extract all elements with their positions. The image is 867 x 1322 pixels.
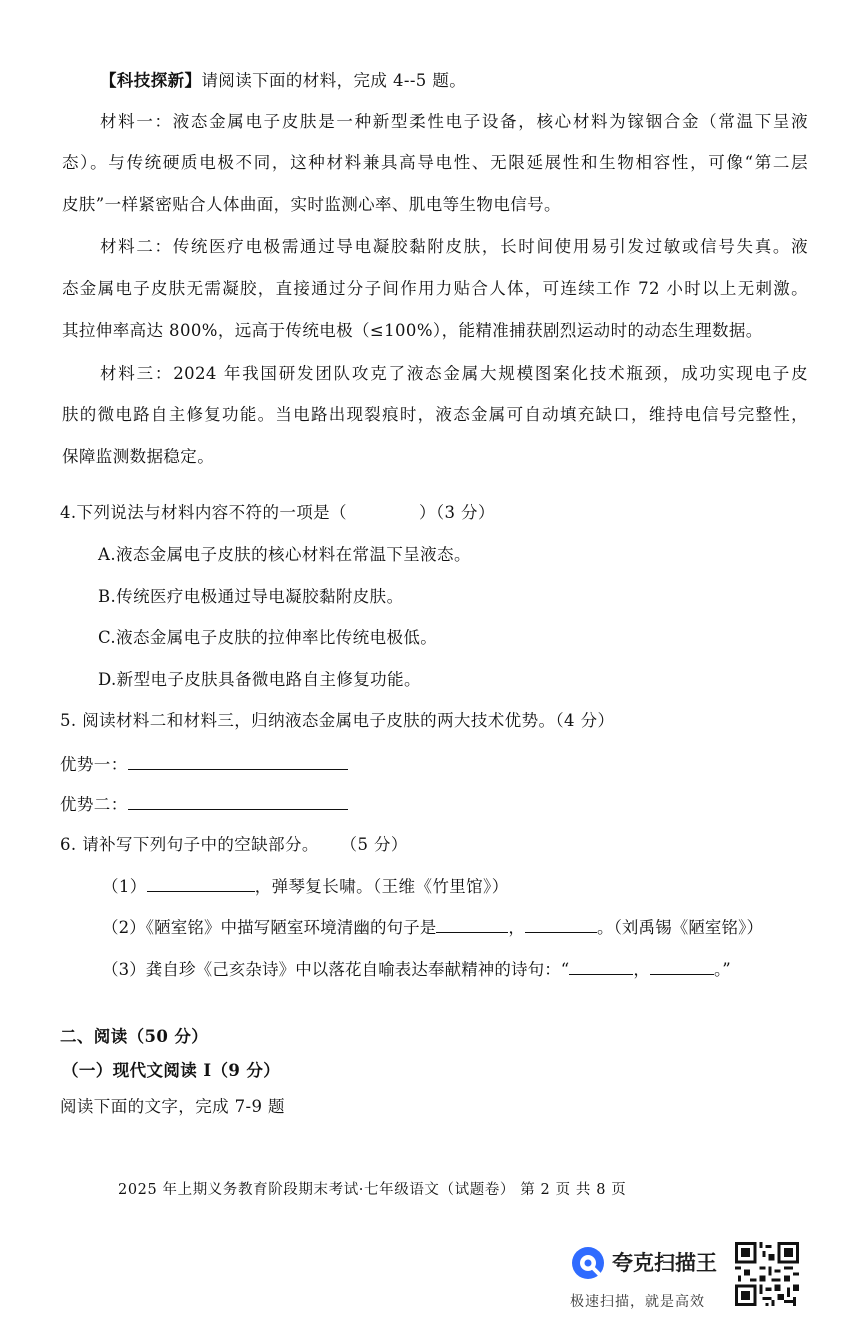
q5-advantage-2-blank[interactable] [128,793,348,810]
q4-option-b: B.传统医疗电极通过导电凝胶黏附皮肤。 [98,587,404,606]
brand-name: 夸克扫描王 [612,1251,717,1275]
q5-advantage-2-label: 优势二： [60,795,128,814]
q6-item-3-suffix: 。” [713,960,731,979]
section-2-title: 二、阅读（50 分） [60,1027,209,1046]
brand-slogan: 极速扫描，就是高效 [570,1294,705,1310]
material-intro-text: 请阅读下面的材料，完成 4--5 题。 [201,71,467,90]
material-3-line-3: 保障监测数据稳定。 [62,447,215,466]
q6-item-2-blank-1[interactable] [436,916,508,933]
q4-option-c: C.液态金属电子皮肤的拉伸率比传统电极低。 [98,628,438,647]
q6-item-3-mid: ， [633,960,650,979]
material-1-line-3: 皮肤”一样紧密贴合人体曲面，实时监测心率、肌电等生物电信号。 [62,195,561,214]
section-2-subtitle: （一）现代文阅读 I（9 分） [62,1061,281,1080]
material-2-line-2: 态金属电子皮肤无需凝胶，直接通过分子间作用力贴合人体，可连续工作 72 小时以上无刺激。 [62,279,808,298]
q5-stem: 5. 阅读材料二和材料三，归纳液态金属电子皮肤的两大技术优势。（4 分） [60,711,615,730]
q6-item-2-mid: ， [508,918,525,937]
q6-item-2 [102,916,763,939]
material-tag: 【科技探新】 [100,71,202,90]
q6-item-1-blank[interactable] [147,875,255,892]
q6-item-2-prefix: （2）《陋室铭》中描写陋室环境清幽的句子是 [102,918,437,937]
q5-advantage-2 [60,793,348,816]
material-intro [100,70,466,92]
q6-stem [60,834,408,856]
material-1-line-1: 材料一：液态金属电子皮肤是一种新型柔性电子设备，核心材料为镓铟合金（常温下呈液 [100,112,808,131]
q6-stem-text: 6. 请补写下列句子中的空缺部分。 [60,835,319,854]
q6-item-3-blank-1[interactable] [569,958,633,975]
q6-item-3-prefix: （3）龚自珍《己亥杂诗》中以落花自喻表达奉献精神的诗句：“ [102,960,570,979]
page-footer: 2025 年上期义务教育阶段期末考试·七年级语文（试题卷） 第 2 页 共 8 页 [118,1182,627,1198]
q4-option-d: D.新型电子皮肤具备微电路自主修复功能。 [98,670,421,689]
q4-option-a: A.液态金属电子皮肤的核心材料在常温下呈液态。 [98,545,471,564]
q4-stem-suffix: ）（3 分） [418,503,495,522]
q4-stem-prefix: 4.下列说法与材料内容不符的一项是（ [60,503,347,522]
q6-score: （5 分） [348,835,408,854]
quark-logo-icon [570,1245,606,1281]
q6-item-1 [102,875,509,898]
q6-item-2-suffix: 。（刘禹锡《陋室铭》） [596,918,764,937]
q6-item-3 [102,958,731,981]
material-3-line-1: 材料三：2024 年我国研发团队攻克了液态金属大规模图案化技术瓶颈，成功实现电子皮 [100,364,808,383]
q6-item-1-suffix: ，弹琴复长啸。（王维《竹里馆》） [254,877,509,896]
q6-item-1-prefix: （1） [102,877,147,896]
q5-advantage-1-label: 优势一： [60,755,128,774]
material-3-line-2: 肤的微电路自主修复功能。当电路出现裂痕时，液态金属可自动填充缺口，维持电信号完整性， [62,405,808,424]
q6-item-2-blank-2[interactable] [525,916,597,933]
material-2-line-1: 材料二：传统医疗电极需通过导电凝胶黏附皮肤，长时间使用易引发过敏或信号失真。液 [100,237,808,256]
q5-advantage-1-blank[interactable] [128,753,348,770]
section-2-instruction: 阅读下面的文字，完成 7-9 题 [60,1097,285,1116]
material-1-line-2: 态）。与传统硬质电极不同，这种材料兼具高导电性、无限延展性和生物相容性，可像“第二层 [62,153,808,172]
material-2-line-3: 其拉伸率高达 800%，远高于传统电极（≤100%），能精准捕获剧烈运动时的动态生理数据。 [62,321,763,340]
q5-advantage-1 [60,753,348,776]
qr-code-icon [735,1242,799,1306]
q6-item-3-blank-2[interactable] [650,958,714,975]
q4-stem [60,502,495,524]
